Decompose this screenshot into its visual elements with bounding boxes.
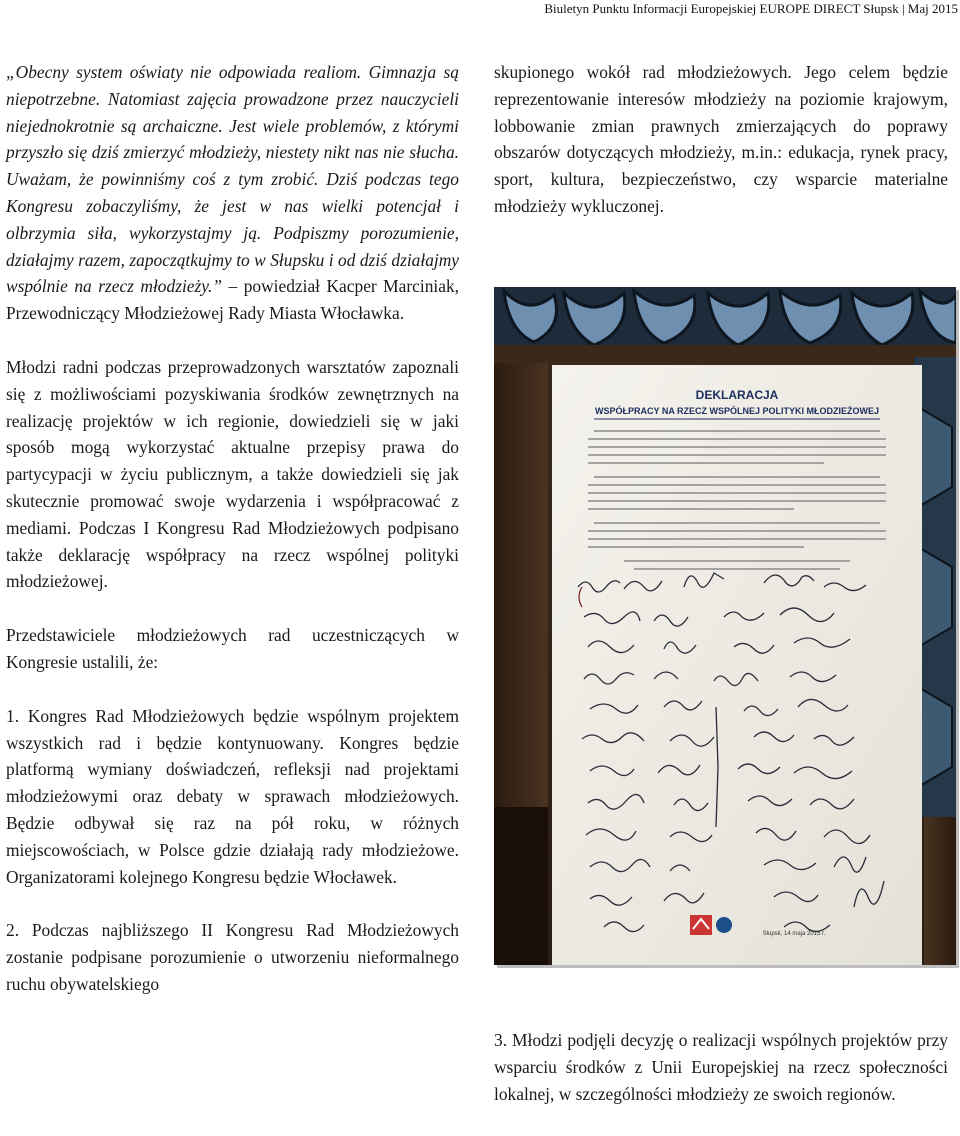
quote-text: „Obecny system oświaty nie odpowiada realiom. Gimnazja są niepotrzebne. Natomiast zajęcia prowadzone przez nauczycieli niejednokrotnie są archaiczne. Jest wiele problemów, z którymi przyszło się dziś zmierzyć młodzieży, niestety nikt nas nie słucha. Uważam, że powinniśmy coś z tym zrobić. Dziś podczas tego Kongresu zobaczyliśmy, że jest w nas wielki potencjał i olbrzymia siła, wykorzystajmy ją. Podpiszmy porozumienie, działajmy razem, zapoczątkujmy to w Słupsku i od dziś działajmy wspólnie na rzecz młodzieży.” <box>6 62 459 297</box>
continuation-paragraph: skupionego wokół rad młodzieżowych. Jego celem będzie reprezentowanie interesów młodzieży na poziomie krajowym, lobbowanie zmian prawnych zmierzających do poprawy obszarów dotyczących młodzieży, m.in.: edukacja, rynek pracy, sport, kultura, bezpieczeństwo, czy wsparcie materialne młodzieży wykluczonej. <box>494 62 948 216</box>
quote-paragraph <box>6 59 459 327</box>
poster-title-1: DEKLARACJA <box>695 388 779 402</box>
page-header <box>0 0 960 20</box>
poster-date: Słupsk, 14 maja 2015 r. <box>762 931 826 937</box>
resolution-point-1: 1. Kongres Rad Młodzieżowych będzie wspólnym projektem wszystkich rad i będzie kontynuowany. Kongres będzie platformą wymiany doświadczeń, refleksji nad projektami młodzieżowymi oraz debaty w sprawach młodzieżowych. Będzie odbywał się raz na pół roku, w różnych miejscowościach, w Polsce gdzie działają rady młodzieżowe. Organizatorami kolejnego Kongresu będzie Włocławek. <box>6 705 459 887</box>
header-title: Biuletyn Punktu Informacji Europejskiej EUROPE DIRECT Słupsk | Maj 2015 <box>544 1 958 16</box>
bottom-right-column <box>494 1027 948 1107</box>
left-column <box>6 59 459 998</box>
declaration-photo-drawing <box>494 287 956 965</box>
wood-panel-right <box>924 817 956 965</box>
resolution-point-3: 3. Młodzi podjęli decyzję o realizacji wspólnych projektów przy wsparciu środków z Unii Europejskiej na rzecz społeczności lokalnej, w szczególności młodzieży ze swoich regionów. <box>494 1030 948 1104</box>
resolutions-intro: Przedstawiciele młodzieżowych rad uczestniczących w Kongresie ustalili, że: <box>6 625 459 672</box>
quote-attribution: – powiedział Kacper Marciniak, Przewodniczący Młodzieżowej Rady Miasta Włocławka. <box>6 276 459 324</box>
declaration-photo <box>494 287 956 965</box>
poster-logos <box>690 915 732 935</box>
resolution-point-2: 2. Podczas najbliższego II Kongresu Rad Młodzieżowych zostanie podpisane porozumienie o utworzeniu nieformalnego ruchu obywatelskiego <box>6 920 459 994</box>
poster-title-2: WSPÓŁPRACY NA RZECZ WSPÓLNEJ POLITYKI MŁODZIEŻOWEJ <box>594 406 880 416</box>
workshop-paragraph: Młodzi radni podczas przeprowadzonych warsztatów zapoznali się z możliwościami pozyskiwania środków zewnętrznych na realizację projektów w ich regionie, dowiedzieli się w jaki sposób mogą wykorzystać aktualne przepisy prawa do partycypacji w życiu publicznym, a także dowiedzieli się jak skutecznie promować swoje wydarzenia i współpracować z mediami. Podczas I Kongresu Rad Młodzieżowych podpisano także deklarację współpracy na rzecz wspólnej polityki młodzieżowej. <box>6 356 459 592</box>
right-column <box>494 59 948 220</box>
declaration-poster <box>552 365 922 965</box>
